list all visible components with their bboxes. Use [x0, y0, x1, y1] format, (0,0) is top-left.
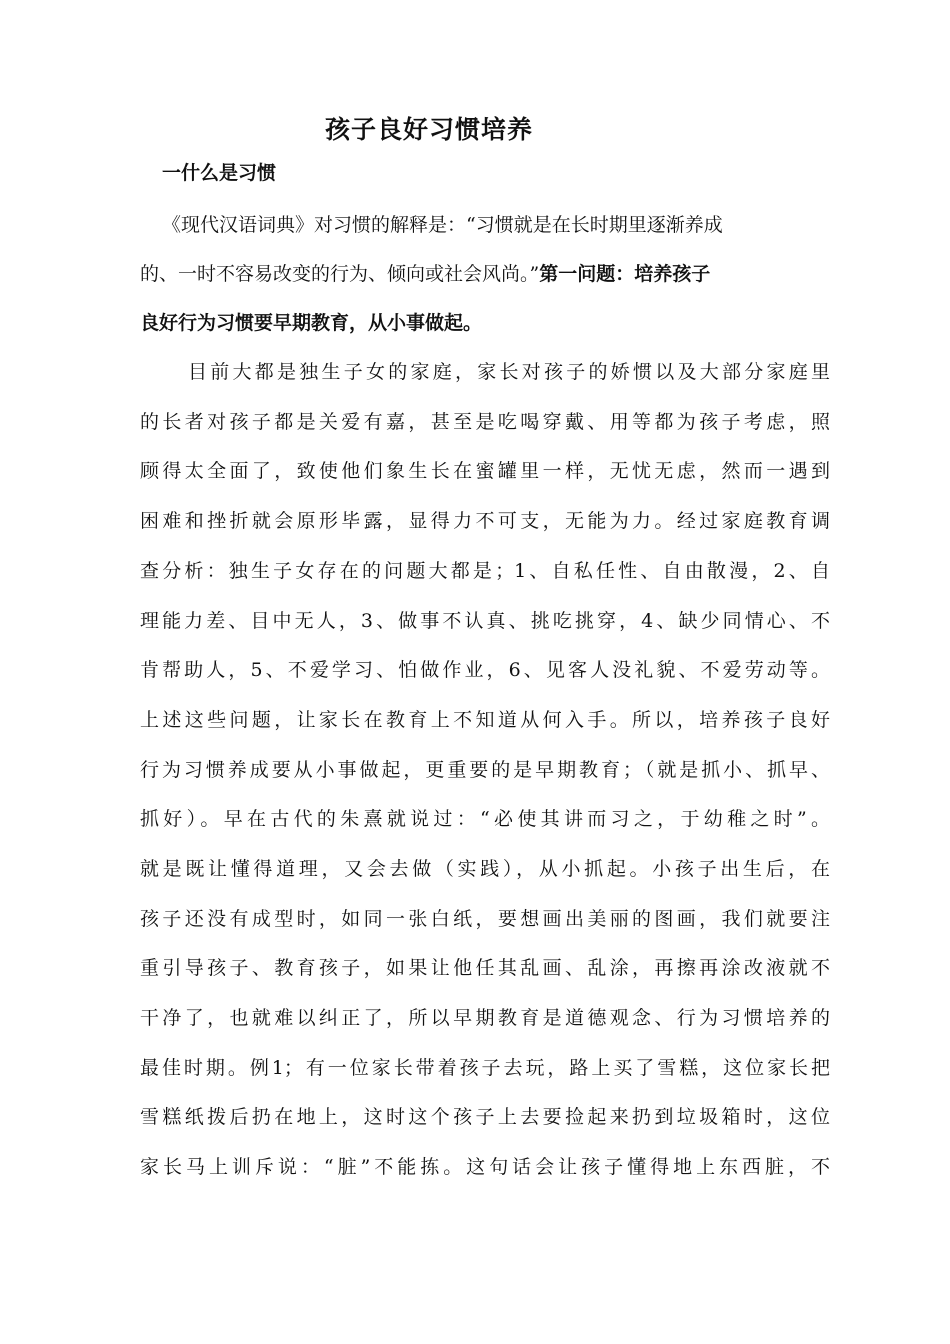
text-line: 家长马上训斥说：“脏”不能拣。这句话会让孩子懂得地上东西脏，不 — [140, 1156, 830, 1178]
text-line: 行为习惯养成要从小事做起，更重要的是早期教育；（就是抓小、抓早、 — [140, 759, 830, 781]
text-line: 上述这些问题，让家长在教育上不知道从何入手。所以，培养孩子良好 — [140, 709, 830, 731]
document-title: 孩子良好习惯培养 — [324, 115, 533, 144]
text-line: 就是既让懂得道理，又会去做（实践），从小抓起。小孩子出生后，在 — [140, 858, 830, 880]
text-line: 肯帮助人，5、不爱学习、怕做作业，6、见客人没礼貌、不爱劳动等。 — [140, 659, 830, 681]
text-line: 困难和挫折就会原形毕露，显得力不可支，无能为力。经过家庭教育调 — [140, 510, 830, 532]
text-line: 最佳时期。例1；有一位家长带着孩子去玩，路上买了雪糕，这位家长把 — [140, 1057, 830, 1079]
text-line: 查分析：独生子女存在的问题大都是；1、自私任性、自由散漫，2、自 — [140, 560, 830, 582]
text-line: 理能力差、目中无人，3、做事不认真、挑吃挑穿，4、缺少同情心、不 — [140, 610, 830, 632]
text-line: 顾得太全面了，致使他们象生长在蜜罐里一样，无忧无虑，然而一遇到 — [140, 460, 830, 482]
emphasis-span: 第一问题：培养孩子 — [539, 263, 711, 285]
text-line: 雪糕纸拨后扔在地上，这时这个孩子上去要捡起来扔到垃圾箱时，这位 — [140, 1106, 830, 1128]
text-line — [140, 254, 830, 294]
text-line: 孩子还没有成型时，如同一张白纸，要想画出美丽的图画，我们就要注 — [140, 908, 830, 930]
text-line: 目前大都是独生子女的家庭，家长对孩子的娇惯以及大部分家庭里 — [188, 361, 830, 383]
text-line: 干净了，也就难以纠正了，所以早期教育是道德观念、行为习惯培养的 — [140, 1007, 830, 1029]
text-span: 《现代汉语词典》对习惯的解释是：“习惯就是在长时期里逐渐养成 — [162, 214, 723, 236]
text-line — [140, 303, 830, 343]
text-line — [162, 205, 830, 245]
text-line: 的长者对孩子都是关爱有嘉，甚至是吃喝穿戴、用等都为孩子考虑，照 — [140, 411, 830, 433]
text-line: 抓好）。早在古代的朱熹就说过：“必使其讲而习之，于幼稚之时”。 — [140, 808, 830, 830]
section-heading: 一什么是习惯 — [162, 162, 277, 184]
emphasis-span: 良好行为习惯要早期教育，从小事做起。 — [140, 312, 483, 334]
text-line: 重引导孩子、教育孩子，如果让他任其乱画、乱涂，再擦再涂改液就不 — [140, 957, 830, 979]
text-span: 的、一时不容易改变的行为、倾向或社会风尚。” — [140, 263, 540, 285]
